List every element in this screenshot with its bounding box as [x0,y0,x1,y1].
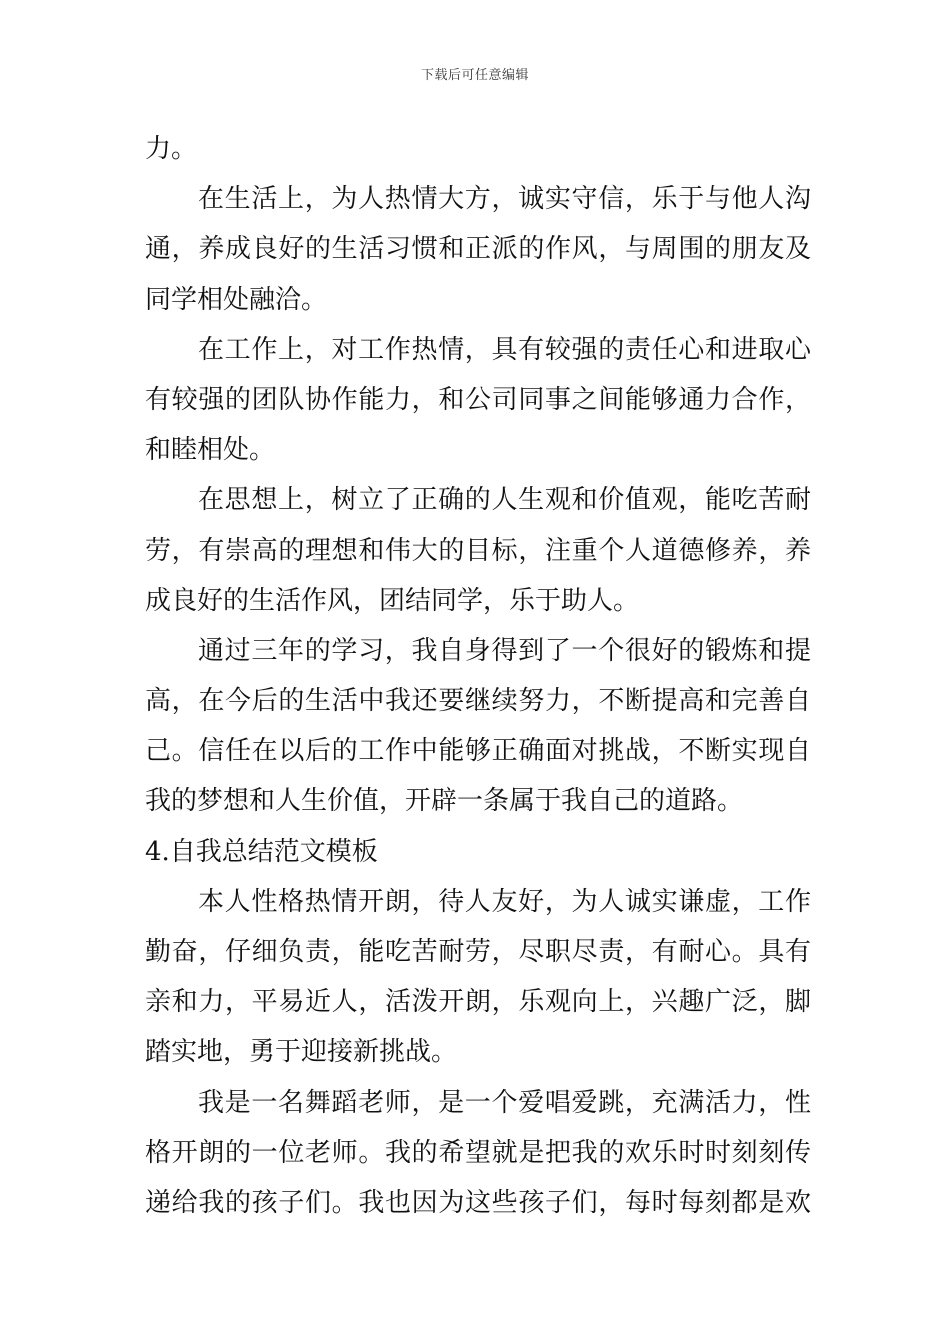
text-line: 我的梦想和人生价值，开辟一条属于我自己的道路。 [145,786,744,817]
text-line: 己。信任在以后的工作中能够正确面对挑战，不断实现自 [145,736,811,767]
page-header: 下载后可任意编辑 [420,68,529,83]
text-line: 勤奋，仔细负责，能吃苦耐劳，尽职尽责，有耐心。具有 [145,937,811,967]
text-line: 高，在今后的生活中我还要继续努力，不断提高和完善自 [145,686,811,717]
text-line: 有较强的团队协作能力，和公司同事之间能够通力合作， [145,384,811,415]
text-line: 成良好的生活作风，团结同学，乐于助人。 [145,585,640,616]
document-body [145,124,811,1228]
text-line: 在思想上，树立了正确的人生观和价值观，能吃苦耐 [198,485,811,516]
text-line: 通，养成良好的生活习惯和正派的作风，与周围的朋友及 [145,234,811,265]
text-line: 我是一名舞蹈老师，是一个爱唱爱跳，充满活力，性 [198,1087,811,1118]
text-line: 力。 [145,134,198,164]
text-line: 在工作上，对工作热情，具有较强的责任心和进取心 [198,334,811,365]
text-line: 格开朗的一位老师。我的希望就是把我的欢乐时时刻刻传 [145,1137,811,1168]
text-line: 踏实地，勇于迎接新挑战。 [145,1037,458,1068]
text-line: 同学相处融洽。 [145,284,328,315]
text-line: 和睦相处。 [145,435,276,466]
text-line: 在生活上，为人热情大方，诚实守信，乐于与他人沟 [198,184,811,215]
text-line: 递给我的孩子们。我也因为这些孩子们，每时每刻都是欢 [145,1187,811,1218]
text-line: 亲和力，平易近人，活泼开朗，乐观向上，兴趣广泛，脚 [145,987,811,1018]
text-line: 本人性格热情开朗，待人友好，为人诚实谦虚，工作 [198,886,811,917]
text-line: 通过三年的学习，我自身得到了一个很好的锻炼和提 [198,635,811,666]
section-heading: 4.自我总结范文模板 [145,836,378,867]
text-line: 劳，有崇高的理想和伟大的目标，注重个人道德修养，养 [145,535,811,566]
